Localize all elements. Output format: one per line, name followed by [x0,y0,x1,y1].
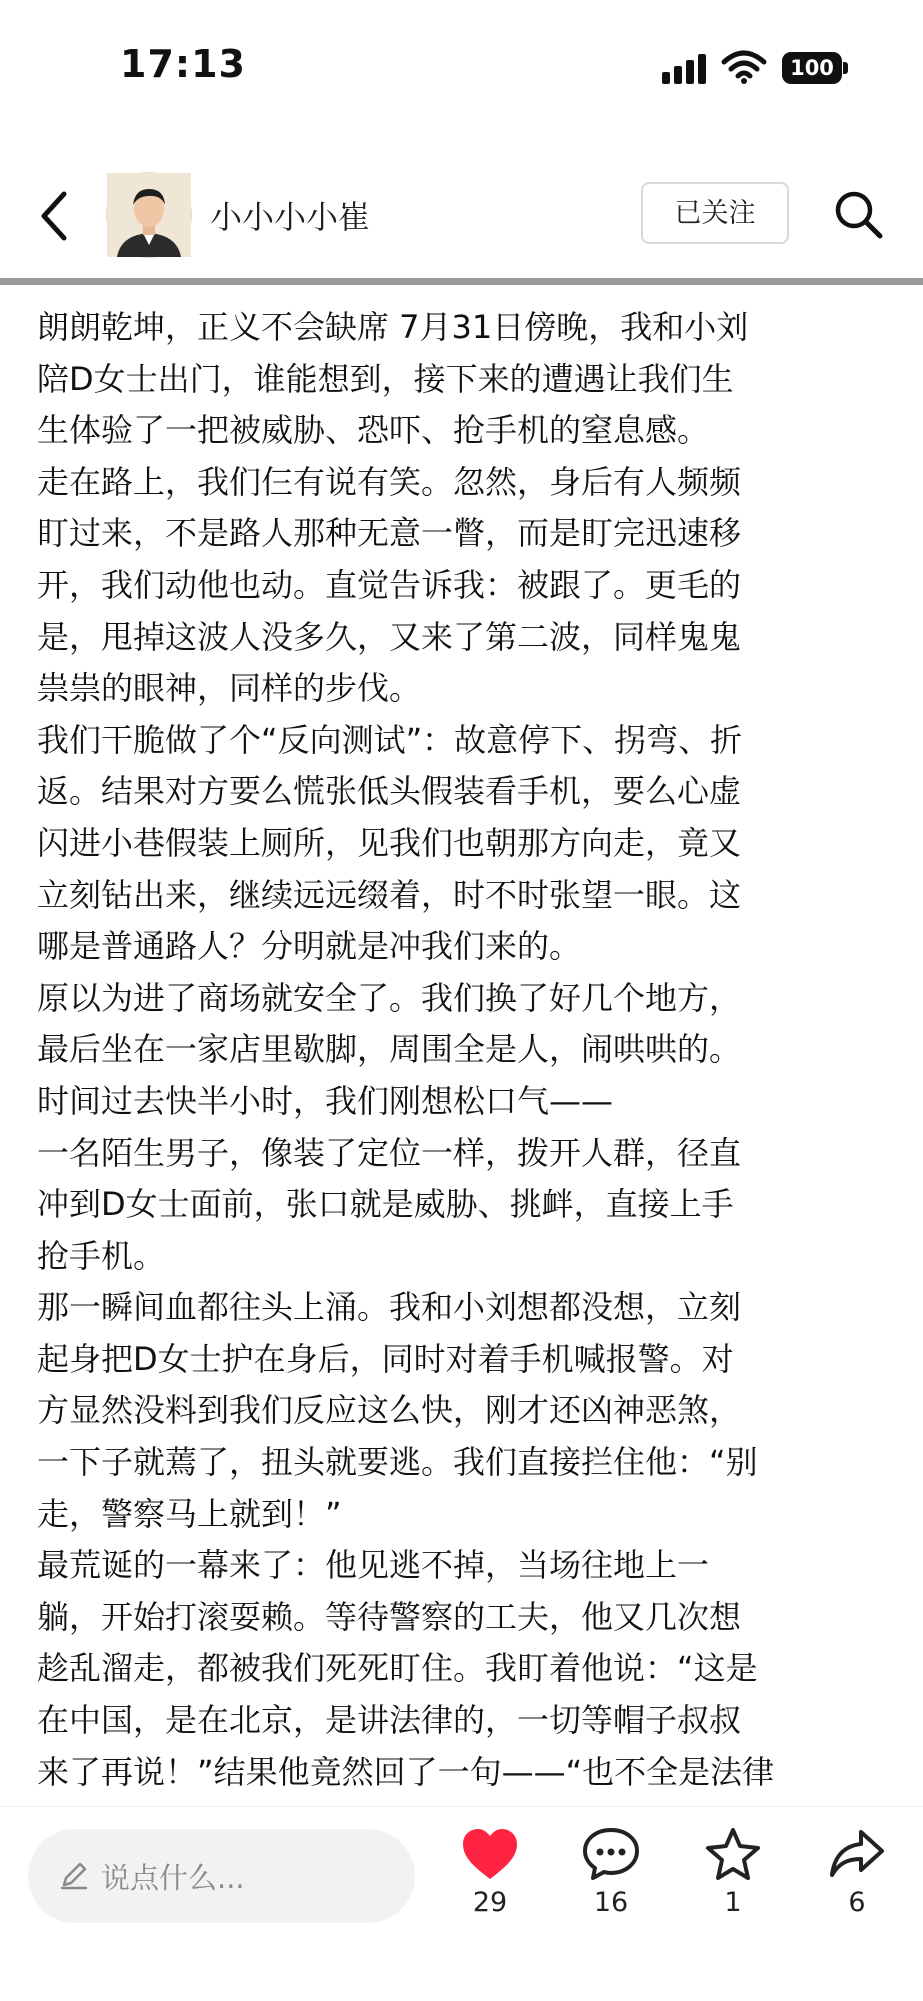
post-text-line: 冲到D女士面前，张口就是威胁、挑衅，直接上手 [37,1185,734,1224]
status-bar [0,0,923,130]
heart-icon [461,1827,519,1881]
post-text-line: 返。结果对方要么慌张低头假装看手机，要么心虚 [37,772,742,811]
post-text-line: 哪是普通路人？分明就是冲我们来的。 [37,927,582,966]
comment-placeholder: 说点什么... [101,1861,245,1895]
favorite-count: 1 [724,1887,742,1918]
like-count: 29 [472,1887,508,1918]
share-arrow-icon [828,1827,886,1881]
comment-input[interactable] [28,1829,415,1923]
share-count: 6 [848,1887,866,1918]
status-time: 17:13 [120,42,246,86]
avatar-portrait-icon [107,173,191,257]
post-text-line: 原以为进了商场就安全了。我们换了好几个地方， [37,978,742,1017]
post-text-line: 祟祟的眼神，同样的步伐。 [37,669,422,708]
post-text-line: 在中国，是在北京，是讲法律的，一切等帽子叔叔 [37,1701,742,1740]
like-button[interactable] [445,1827,535,1967]
post-text-line: 走，警察马上就到！” [37,1494,342,1533]
battery-indicator: 100 [782,52,842,84]
star-icon [704,1827,762,1881]
header-divider [0,278,923,285]
post-text-line: 盯过来，不是路人那种无意一瞥，而是盯完迅速移 [37,514,742,553]
post-header [0,160,923,280]
post-text-line: 最后坐在一家店里歇脚，周围全是人，闹哄哄的。 [37,1030,742,1069]
comment-button[interactable] [566,1827,656,1967]
search-icon[interactable] [832,188,884,240]
comment-count: 16 [593,1887,629,1918]
post-text-line: 方显然没料到我们反应这么快，刚才还凶神恶煞， [37,1391,742,1430]
cellular-signal-icon [662,54,708,84]
post-text-line: 趁乱溜走，都被我们死死盯住。我盯着他说：“这是 [37,1649,758,1688]
pencil-icon [58,1859,90,1891]
post-text-line: 生体验了一把被威胁、恐吓、抢手机的窒息感。 [37,411,710,450]
post-text-line: 开，我们动他也动。直觉告诉我：被跟了。更毛的 [37,565,742,604]
post-text-line: 躺，开始打滚耍赖。等待警察的工夫，他又几次想 [37,1597,742,1636]
post-text-line: 走在路上，我们仨有说有笑。忽然，身后有人频频 [37,462,742,501]
share-button[interactable] [812,1827,902,1967]
author-avatar[interactable] [106,172,192,258]
post-text-line: 是，甩掉这波人没多久，又来了第二波，同样鬼鬼 [37,617,742,656]
wifi-icon [722,50,766,84]
back-arrow-icon[interactable] [34,188,78,244]
follow-button[interactable]: 已关注 [641,182,789,244]
post-text-line: 立刻钻出来，继续远远缀着，时不时张望一眼。这 [37,875,742,914]
post-text-line: 我们干脆做了个“反向测试”：故意停下、拐弯、折 [37,720,743,759]
favorite-button[interactable] [688,1827,778,1967]
post-text-line: 时间过去快半小时，我们刚想松口气—— [37,1081,614,1120]
post-text-line: 来了再说！”结果他竟然回了一句——“也不全是法律 [37,1752,775,1791]
author-name[interactable]: 小小小小崔 [210,198,371,236]
post-text-line: 抢手机。 [37,1236,166,1275]
post-text-line: 陪D女士出门，谁能想到，接下来的遭遇让我们生 [37,359,734,398]
post-content [37,302,887,1802]
comment-bubble-icon [582,1827,640,1881]
post-text-line: 起身把D女士护在身后，同时对着手机喊报警。对 [37,1339,734,1378]
post-text-line: 最荒诞的一幕来了：他见逃不掉，当场往地上一 [37,1546,710,1585]
post-text-line: 闪进小巷假装上厕所，见我们也朝那方向走，竟又 [37,823,742,862]
post-text-line: 一名陌生男子，像装了定位一样，拨开人群，径直 [37,1133,742,1172]
post-text-line: 朗朗乾坤，正义不会缺席 7月31日傍晚，我和小刘 [37,308,749,346]
bottom-action-bar [0,1806,923,2001]
post-text-line: 一下子就蔫了，扭头就要逃。我们直接拦住他：“别 [37,1443,758,1482]
battery-tip [843,62,848,74]
post-text-line: 那一瞬间血都往头上涌。我和小刘想都没想，立刻 [37,1288,742,1327]
